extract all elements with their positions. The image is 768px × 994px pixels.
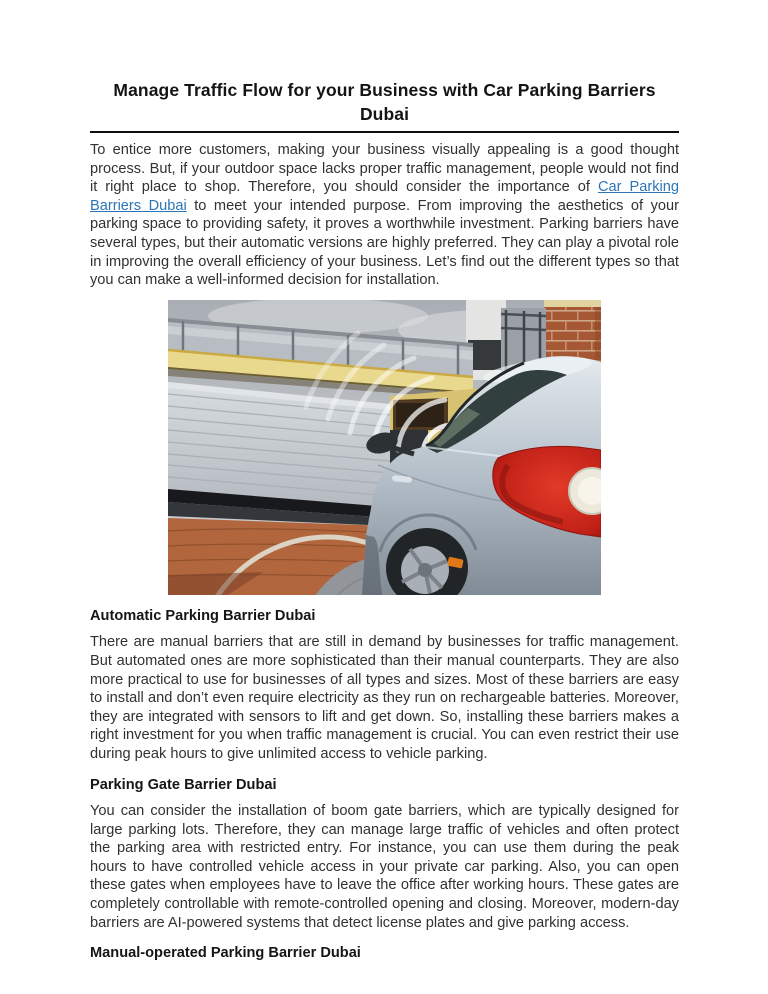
page-title: Manage Traffic Flow for your Business with Car Parking Barriers Dubai bbox=[113, 80, 656, 124]
section-paragraph-automatic: There are manual barriers that are still in demand by businesses for traffic management. But automated ones are more sophisticated than their manual counterparts. They are also more practical to use for businesses of all types and sizes. Most of these barriers are easy to install and don’t even require electricity as they run on rechargeable batteries. Moreover, they are integrated with sensors to lift and get down. So, installing these barriers makes a right investment for you when traffic management is crucial. You can even restrict their use during peak hours to give unlimited access to vehicle parking. bbox=[90, 634, 679, 762]
section-heading-manual: Manual-operated Parking Barrier Dubai bbox=[90, 945, 361, 962]
title-rule bbox=[90, 131, 679, 133]
garage-car-illustration bbox=[168, 300, 601, 595]
section-heading-automatic: Automatic Parking Barrier Dubai bbox=[90, 607, 316, 624]
intro-text-after-link: to meet your intended purpose. From improving the aesthetics of your parking space to providing safety, it proves a worthwhile investment. Parking barriers have several types, but their automatic versions are highly preferred. They can play a pivotal role in improving the overall efficiency of your business. Let’s find out the different types so that you can make a well-informed decision for installation. bbox=[90, 197, 679, 289]
intro-paragraph bbox=[90, 141, 679, 290]
garage-door bbox=[168, 382, 390, 507]
section-heading-gate: Parking Gate Barrier Dubai bbox=[90, 776, 277, 793]
article-image bbox=[168, 300, 601, 595]
car-parking-barriers-link[interactable]: Car Parking Barriers Dubai bbox=[90, 179, 679, 214]
intro-text-before-link: To entice more customers, making your business visually appealing is a good thought process. But, if your outdoor space lacks proper traffic management, people would not find it right place to shop. Therefore, you should consider the importance of bbox=[90, 142, 679, 196]
section-paragraph-gate: You can consider the installation of boom gate barriers, which are typically designed for large parking lots. Therefore, they can manage large traffic of vehicles and often protect the parking area with restricted entry. For instance, you can use them during the peak hours to have controlled vehicle access in your private car parking. Also, you can open these gates when employees have to leave the office after working hours. These gates are completely controllable with remote-controlled opening and closing. Moreover, modern-day barriers are AI-powered systems that detect license plates and give parking access. bbox=[90, 803, 679, 931]
